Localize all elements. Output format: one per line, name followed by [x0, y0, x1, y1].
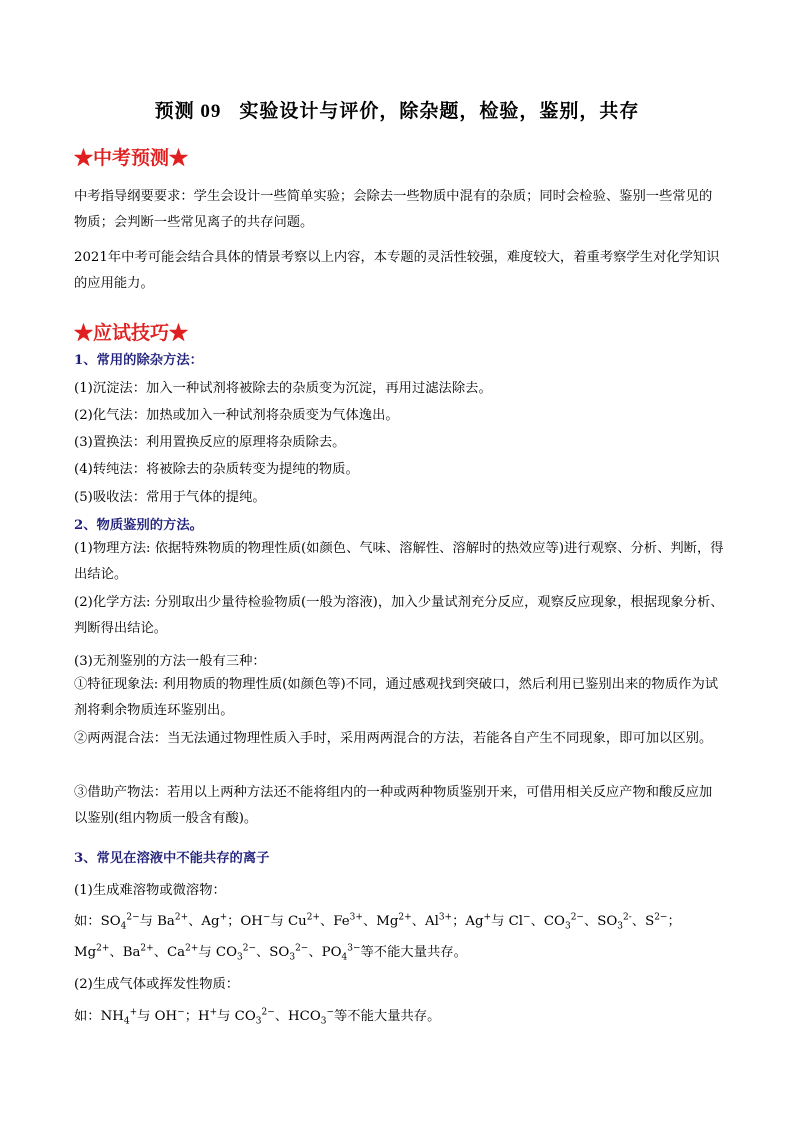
- ion-line-prefix: 如：: [74, 1009, 101, 1024]
- method-item: (4)转纯法：将被除去的杂质转变为提纯的物质。: [74, 462, 359, 477]
- intro-paragraph-2: 2021年中考可能会结合具体的情景考察以上内容，本专题的灵活性较强，难度较大，着重考察学生对化学知识的应用能力。: [74, 250, 720, 291]
- coexist-item: (1)生成难溶物或微溶物：: [74, 883, 226, 898]
- identification-paragraph: (2)化学方法: 分别取出少量待检验物质(一般为溶液)，加入少量试剂充分反应，观察反应现象，根据现象分析、判断得出结论。: [74, 595, 724, 636]
- ion-line-prefix: 如：: [74, 914, 101, 929]
- ion-line-2: $Mg^{2+}$、$Ba^{2+}$、$Ca^{2+}$与 $CO_3^{2-}$、$SO_3^{2-}$、$PO_4^{3-}$等不能大量共存。: [74, 943, 467, 963]
- ion-line-suffix: 等不能大量共存。: [360, 945, 467, 960]
- subheading-removal-methods: 1、常用的除杂方法：: [74, 353, 203, 368]
- method-item: (2)化气法：加热或加入一种试剂将杂质变为气体逸出。: [74, 408, 399, 423]
- coexist-item: (2)生成气体或挥发性物质：: [74, 977, 240, 992]
- method-item: (3)置换法：利用置换反应的原理将杂质除去。: [74, 435, 346, 450]
- intro-paragraph-1: 中考指导纲要要求：学生会设计一些简单实验；会除去一些物质中混有的杂质；同时会检验、鉴别一些常见的物质；会判断一些常见离子的共存问题。: [74, 189, 713, 230]
- section-heading-forecast: ★中考预测★: [74, 147, 189, 169]
- page-title: [0, 96, 794, 123]
- method-item: (1)沉淀法：加入一种试剂将被除去的杂质变为沉淀，再用过滤法除去。: [74, 381, 492, 396]
- identification-paragraph: ②两两混合法：当无法通过物理性质入手时，采用两两混合的方法，若能各自产生不同现象，即可加以区别。: [74, 731, 713, 746]
- title-prefix: 预测 09: [154, 101, 222, 122]
- ion-line-3: 如：$NH_4^+$与 OH−；H+与 $CO_3^{2-}$、$HCO_3^-$等不能大量共存。: [74, 1007, 441, 1027]
- identification-paragraph: (3)无剂鉴别的方法一般有三种：: [74, 654, 266, 669]
- method-item: (5)吸收法：常用于气体的提纯。: [74, 490, 266, 505]
- identification-paragraph: ①特征现象法: 利用物质的物理性质(如颜色等)不同，通过感观找到突破口，然后利用已鉴别出来的物质作为试剂将剩余物质连环鉴别出。: [74, 677, 719, 718]
- subheading-coexistence: 3、常见在溶液中不能共存的离子: [74, 851, 270, 866]
- ion-line-1: 如：$SO_4^{2-}$与 $Ba^{2+}$、Ag+；OH−与 $Cu^{2+}$、$Fe^{3+}$、$Mg^{2+}$、$Al^{3+}$；Ag+与 Cl−、$CO_3^{2-}$、$SO_3^{2-}$、$S^{2-}$；: [74, 912, 681, 932]
- subheading-identification: 2、物质鉴别的方法。: [74, 518, 203, 533]
- section-heading-tips: ★应试技巧★: [74, 322, 189, 344]
- title-text: 实验设计与评价，除杂题，检验，鉴别，共存: [239, 100, 640, 122]
- ion-line-suffix: 等不能大量共存。: [334, 1009, 441, 1024]
- identification-paragraph: (1)物理方法: 依据特殊物质的物理性质(如颜色、气味、溶解性、溶解时的热效应等)进行观察、分析、判断，得出结论。: [74, 541, 724, 582]
- identification-paragraph: ③借助产物法：若用以上两种方法还不能将组内的一种或两种物质鉴别开来，可借用相关反应产物和酸反应加以鉴别(组内物质一般含有酸)。: [74, 785, 713, 826]
